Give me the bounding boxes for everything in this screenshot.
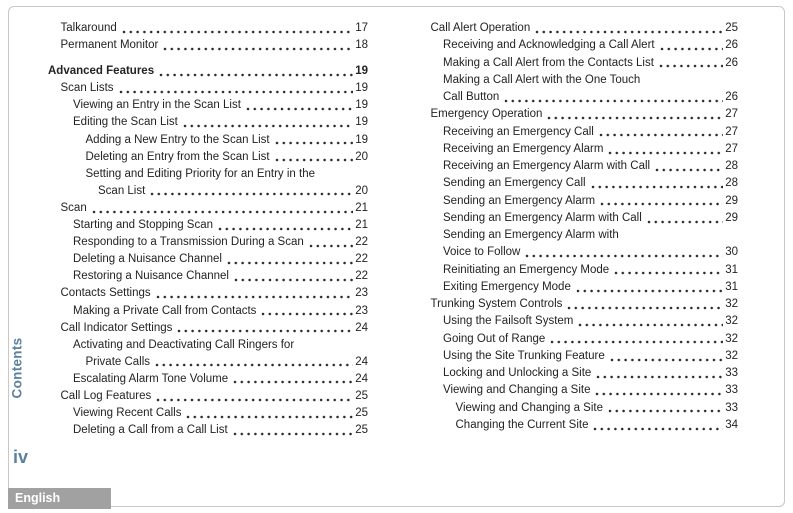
- toc-page-number: 31: [725, 280, 738, 293]
- toc-entry[interactable]: [418, 348, 738, 365]
- toc-leader-dots: [233, 380, 353, 384]
- toc-leader-dots: [593, 427, 723, 431]
- toc-page-number: 25: [355, 424, 368, 437]
- toc-entry-label: Escalating Alarm Tone Volume: [73, 372, 229, 385]
- toc-leader-dots: [550, 340, 723, 344]
- toc-entry-label: Call Button: [443, 91, 500, 103]
- toc-entry-label: Starting and Stopping Scan: [73, 219, 214, 232]
- toc-entry-label: Scan List: [98, 184, 146, 197]
- toc-entry[interactable]: [418, 55, 738, 72]
- toc-entry[interactable]: [48, 80, 368, 97]
- toc-page-number: 20: [355, 150, 368, 163]
- toc-leader-dots: [504, 99, 723, 103]
- toc-right-column: [418, 20, 738, 439]
- toc-page-number: 22: [355, 253, 368, 266]
- toc-entry[interactable]: [48, 234, 368, 251]
- toc-entry[interactable]: [418, 244, 738, 261]
- toc-entry[interactable]: [418, 210, 738, 227]
- toc-entry-label: Sending an Emergency Alarm: [443, 194, 596, 207]
- toc-page-number: 29: [725, 194, 738, 207]
- toc-page-number: 25: [725, 22, 738, 34]
- toc-entry[interactable]: [418, 262, 738, 279]
- toc-entry[interactable]: [418, 313, 738, 330]
- toc-page-number: 24: [355, 355, 368, 368]
- toc-entry-label: Receiving an Emergency Alarm with Call: [443, 160, 651, 172]
- toc-entry-label: Setting and Editing Priority for an Entry in the: [85, 167, 315, 180]
- toc-entry[interactable]: [418, 417, 738, 434]
- toc-page-number: 21: [355, 219, 368, 232]
- toc-entry-label: Viewing and Changing a Site: [443, 384, 591, 397]
- toc-leader-dots: [309, 244, 353, 248]
- toc-page-number: 24: [355, 372, 368, 385]
- toc-left-column: [48, 20, 368, 439]
- toc-entry-label: Scan: [60, 201, 87, 214]
- toc-entry-label: Call Indicator Settings: [60, 321, 173, 334]
- toc-entry-label: Deleting an Entry from the Scan List: [85, 150, 270, 163]
- toc-page-number: 19: [355, 116, 368, 129]
- page-number: iv: [13, 447, 29, 467]
- toc-page-number: 29: [725, 211, 738, 224]
- toc-leader-dots: [156, 295, 354, 299]
- toc-page-number: 32: [725, 332, 738, 345]
- toc-entry-label: Viewing and Changing a Site: [455, 401, 603, 414]
- toc-entry-label: Sending an Emergency Alarm with Call: [443, 211, 642, 224]
- toc-page-number: 21: [355, 201, 368, 214]
- toc-entry-label: Receiving and Acknowledging a Call Alert: [443, 39, 655, 52]
- toc-leader-dots: [608, 409, 723, 413]
- toc-entry-label: Responding to a Transmission During a Scan: [73, 236, 304, 249]
- toc-entry-label: Deleting a Call from a Call List: [73, 424, 228, 437]
- toc-entry[interactable]: [418, 37, 738, 54]
- toc-entry-label: Adding a New Entry to the Scan List: [85, 133, 270, 146]
- toc-entry[interactable]: [48, 217, 368, 234]
- toc-page-number: 26: [725, 91, 738, 103]
- toc-page-number: 31: [725, 263, 738, 276]
- toc-page-number: 27: [725, 108, 738, 121]
- toc-entry-label: Changing the Current Site: [455, 418, 589, 431]
- toc-entry[interactable]: [48, 285, 368, 302]
- toc-leader-dots: [608, 151, 723, 155]
- toc-entry-label: Going Out of Range: [443, 332, 546, 345]
- toc-entry[interactable]: [418, 296, 738, 313]
- toc-page-number: 17: [355, 22, 368, 34]
- toc-page-number: 28: [725, 160, 738, 172]
- toc-entry-label: Talkaround: [60, 22, 117, 34]
- toc-entry[interactable]: [48, 183, 368, 200]
- toc-entry-label: Locking and Unlocking a Site: [443, 367, 592, 379]
- toc-leader-dots: [655, 168, 723, 172]
- toc-leader-dots: [218, 227, 353, 231]
- toc-entry-label: Viewing Recent Calls: [73, 407, 182, 420]
- toc-leader-dots: [150, 192, 353, 196]
- toc-entry[interactable]: [48, 37, 368, 54]
- toc-entry-label: Permanent Monitor: [60, 39, 159, 52]
- toc-entry[interactable]: [418, 89, 738, 106]
- toc-entry-label: Voice to Follow: [443, 246, 521, 259]
- toc-entry-label: Advanced Features: [48, 65, 155, 78]
- toc-entry[interactable]: [418, 106, 738, 123]
- table-of-contents: [48, 20, 738, 439]
- toc-entry-label: Viewing an Entry in the Scan List: [73, 99, 241, 112]
- toc-entry[interactable]: [48, 337, 368, 354]
- toc-entry-label: Sending an Emergency Call: [443, 177, 586, 190]
- toc-entry-label: Scan Lists: [60, 82, 114, 95]
- toc-entry[interactable]: [418, 331, 738, 348]
- toc-leader-dots: [547, 116, 723, 120]
- toc-leader-dots: [234, 278, 353, 282]
- toc-page-number: 33: [725, 384, 738, 397]
- toc-leader-dots: [578, 323, 723, 327]
- toc-entry-label: Exiting Emergency Mode: [443, 280, 571, 293]
- toc-entry-label: Call Log Features: [60, 389, 152, 402]
- toc-entry-label: Trunking System Controls: [430, 298, 563, 310]
- toc-entry-label: Contacts Settings: [60, 287, 151, 300]
- toc-entry-label: Activating and Deactivating Call Ringers for: [73, 338, 295, 351]
- toc-page-number: 23: [355, 287, 368, 300]
- toc-leader-dots: [275, 141, 354, 145]
- toc-leader-dots: [177, 329, 353, 333]
- toc-entry[interactable]: [418, 72, 738, 89]
- toc-page-number: 32: [725, 349, 738, 362]
- toc-page-number: 30: [725, 246, 738, 259]
- toc-page-number: 25: [355, 389, 368, 402]
- toc-leader-dots: [595, 392, 723, 396]
- toc-entry[interactable]: [48, 422, 368, 439]
- toc-page-number: 27: [725, 142, 738, 155]
- toc-entry-label: Making a Call Alert from the Contacts List: [443, 56, 654, 69]
- toc-entry-label: Using the Site Trunking Feature: [443, 349, 605, 362]
- toc-leader-dots: [186, 415, 353, 419]
- toc-leader-dots: [525, 254, 723, 258]
- toc-leader-dots: [610, 358, 723, 362]
- toc-entry[interactable]: [48, 97, 368, 114]
- toc-leader-dots: [660, 47, 724, 51]
- toc-entry[interactable]: [48, 251, 368, 268]
- toc-leader-dots: [599, 133, 723, 137]
- toc-entry-label: Restoring a Nuisance Channel: [73, 270, 229, 283]
- toc-entry[interactable]: [48, 114, 368, 131]
- toc-page-number: 33: [725, 367, 738, 379]
- toc-entry-label: Deleting a Nuisance Channel: [73, 253, 222, 266]
- toc-entry[interactable]: [418, 193, 738, 210]
- toc-page-number: 22: [355, 236, 368, 249]
- toc-entry-label: Private Calls: [85, 355, 151, 368]
- toc-page-number: 23: [355, 304, 368, 317]
- toc-entry[interactable]: [48, 132, 368, 149]
- toc-leader-dots: [261, 312, 353, 316]
- toc-page-number: 19: [355, 82, 368, 95]
- toc-entry-label: Emergency Operation: [430, 108, 543, 121]
- toc-leader-dots: [233, 432, 354, 436]
- language-label: English: [15, 491, 61, 505]
- toc-entry-label: Sending an Emergency Alarm with: [443, 229, 619, 241]
- toc-entry[interactable]: [48, 388, 368, 405]
- toc-entry[interactable]: [418, 175, 738, 192]
- toc-entry[interactable]: [48, 63, 368, 80]
- toc-entry[interactable]: [418, 124, 738, 141]
- sidebar-contents-label: Contents: [9, 337, 25, 399]
- toc-page-number: 22: [355, 270, 368, 283]
- toc-entry-label: Receiving an Emergency Call: [443, 125, 594, 138]
- toc-page-number: 25: [355, 407, 368, 420]
- toc-entry[interactable]: [48, 303, 368, 320]
- toc-leader-dots: [159, 73, 353, 77]
- toc-page-number: 19: [355, 133, 368, 146]
- toc-page-number: 32: [725, 298, 738, 310]
- toc-page-number: 34: [725, 418, 738, 431]
- toc-page-number: 26: [725, 39, 738, 52]
- toc-page-number: 18: [355, 39, 368, 52]
- toc-entry-label: Making a Private Call from Contacts: [73, 304, 257, 317]
- toc-leader-dots: [576, 289, 723, 293]
- toc-entry[interactable]: [418, 141, 738, 158]
- toc-leader-dots: [119, 90, 354, 94]
- toc-entry[interactable]: [48, 320, 368, 337]
- toc-leader-dots: [614, 271, 723, 275]
- toc-page-number: 32: [725, 315, 738, 328]
- toc-entry-label: Making a Call Alert with the One Touch: [443, 73, 641, 86]
- toc-page-number: 19: [355, 65, 368, 78]
- toc-entry-label: Call Alert Operation: [430, 22, 531, 34]
- toc-entry[interactable]: [418, 400, 738, 417]
- toc-leader-dots: [275, 158, 354, 162]
- toc-page-number: 28: [725, 177, 738, 190]
- toc-leader-dots: [163, 47, 353, 51]
- toc-entry[interactable]: [48, 405, 368, 422]
- toc-entry-label: Reinitiating an Emergency Mode: [443, 263, 610, 276]
- toc-page-number: 24: [355, 321, 368, 334]
- toc-leader-dots: [591, 185, 724, 189]
- toc-entry[interactable]: [48, 371, 368, 388]
- toc-entry[interactable]: [48, 354, 368, 371]
- toc-leader-dots: [227, 261, 353, 265]
- toc-entry[interactable]: [418, 279, 738, 296]
- toc-entry[interactable]: [48, 166, 368, 183]
- toc-leader-dots: [647, 220, 723, 224]
- toc-entry-label: Editing the Scan List: [73, 116, 178, 129]
- toc-leader-dots: [156, 398, 353, 402]
- toc-entry[interactable]: [418, 365, 738, 382]
- toc-entry[interactable]: [418, 227, 738, 244]
- toc-page-number: 33: [725, 401, 738, 414]
- toc-page-number: 26: [725, 56, 738, 69]
- toc-page-number: 19: [355, 99, 368, 112]
- toc-page-number: 20: [355, 184, 368, 197]
- toc-entry[interactable]: [418, 20, 738, 37]
- toc-leader-dots: [535, 30, 723, 34]
- toc-entry[interactable]: [48, 149, 368, 166]
- toc-entry[interactable]: [418, 382, 738, 399]
- toc-leader-dots: [567, 306, 723, 310]
- toc-leader-dots: [92, 210, 353, 214]
- toc-leader-dots: [122, 30, 353, 34]
- toc-page-number: 27: [725, 125, 738, 138]
- toc-leader-dots: [183, 124, 353, 128]
- toc-leader-dots: [246, 107, 353, 111]
- toc-leader-dots: [155, 363, 353, 367]
- toc-entry-label: Receiving an Emergency Alarm: [443, 142, 604, 155]
- toc-leader-dots: [600, 202, 723, 206]
- toc-leader-dots: [659, 64, 723, 68]
- toc-entry[interactable]: [48, 268, 368, 285]
- toc-leader-dots: [596, 375, 723, 379]
- language-footer: [8, 488, 111, 509]
- toc-entry-label: Using the Failsoft System: [443, 315, 574, 328]
- toc-entry[interactable]: [48, 20, 368, 37]
- toc-entry[interactable]: [418, 158, 738, 175]
- toc-entry[interactable]: [48, 200, 368, 217]
